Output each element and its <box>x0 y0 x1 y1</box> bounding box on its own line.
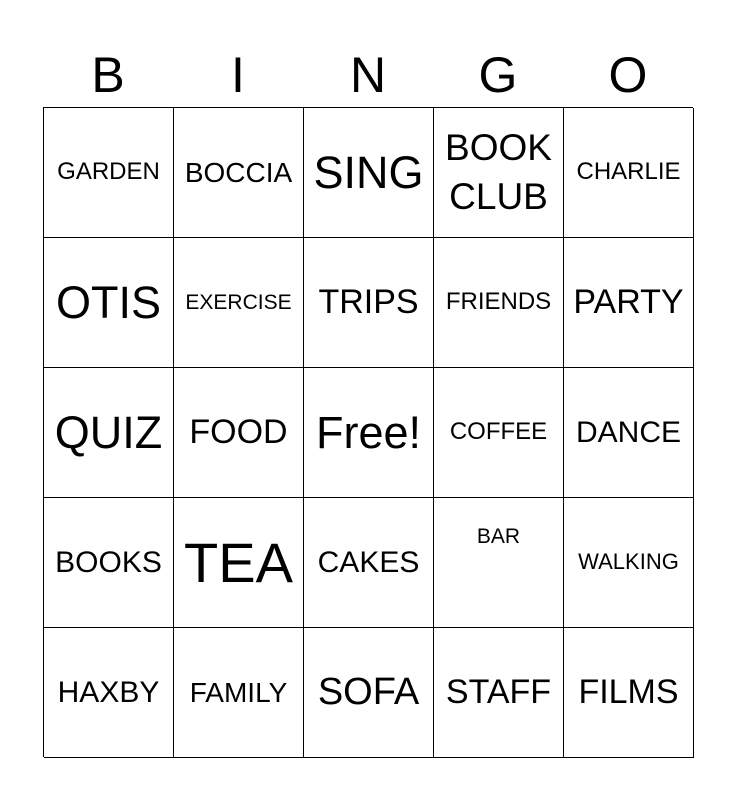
bingo-cell[interactable] <box>44 238 174 368</box>
cell-label: STAFF <box>445 673 552 712</box>
header-letter-o: O <box>608 47 648 103</box>
bingo-cell[interactable] <box>174 108 304 238</box>
bingo-cell[interactable] <box>44 108 174 238</box>
cell-label: SING <box>313 146 424 198</box>
bingo-cell[interactable] <box>564 498 694 628</box>
bingo-card <box>43 107 693 757</box>
bingo-cell[interactable] <box>174 628 304 758</box>
bingo-cell[interactable] <box>564 238 694 368</box>
cell-label: BOOK CLUB <box>445 127 552 217</box>
bingo-cell[interactable] <box>434 368 564 498</box>
cell-label: DANCE <box>575 415 681 449</box>
bingo-cell[interactable] <box>44 368 174 498</box>
bingo-cell[interactable] <box>434 498 564 628</box>
cell-label: BAR <box>476 525 521 548</box>
cell-label: FOOD <box>189 413 288 452</box>
bingo-cell[interactable] <box>304 628 434 758</box>
bingo-cell[interactable] <box>174 498 304 628</box>
header-letter-n: N <box>349 47 387 103</box>
cell-label: TEA <box>184 530 293 594</box>
bingo-cell[interactable] <box>44 498 174 628</box>
bingo-cell[interactable] <box>174 238 304 368</box>
bingo-cell[interactable] <box>304 108 434 238</box>
header-letter-b: B <box>91 47 125 103</box>
free-space-cell[interactable] <box>304 368 434 498</box>
bingo-cell[interactable] <box>564 108 694 238</box>
cell-label: FRIENDS <box>445 288 552 316</box>
bingo-cell[interactable] <box>434 238 564 368</box>
bingo-header <box>43 42 693 108</box>
header-letter-g: G <box>478 47 518 103</box>
bingo-cell[interactable] <box>564 628 694 758</box>
cell-label: HAXBY <box>57 675 160 709</box>
bingo-cell[interactable] <box>44 628 174 758</box>
bingo-cell[interactable] <box>304 238 434 368</box>
cell-label: OTIS <box>55 276 161 328</box>
cell-label: BOOKS <box>55 545 162 579</box>
cell-label: TRIPS <box>318 283 419 322</box>
cell-label: PARTY <box>573 283 684 322</box>
cell-label: CHARLIE <box>576 158 681 186</box>
cell-label: GARDEN <box>57 158 160 186</box>
bingo-cell[interactable] <box>564 368 694 498</box>
cell-label: FAMILY <box>189 676 288 708</box>
bingo-cell[interactable] <box>174 368 304 498</box>
bingo-cell[interactable] <box>304 498 434 628</box>
header-letter-i: I <box>231 47 245 103</box>
cell-label: SOFA <box>317 670 420 713</box>
cell-label: COFFEE <box>449 418 548 446</box>
cell-label: Free! <box>315 406 422 458</box>
cell-label: EXERCISE <box>185 290 292 314</box>
bingo-cell[interactable] <box>434 628 564 758</box>
cell-label: QUIZ <box>54 406 163 458</box>
cell-label: FILMS <box>578 673 679 712</box>
cell-label: WALKING <box>578 549 679 575</box>
bingo-cell[interactable] <box>434 108 564 238</box>
cell-label: CAKES <box>317 545 420 579</box>
cell-label: BOCCIA <box>184 156 293 188</box>
